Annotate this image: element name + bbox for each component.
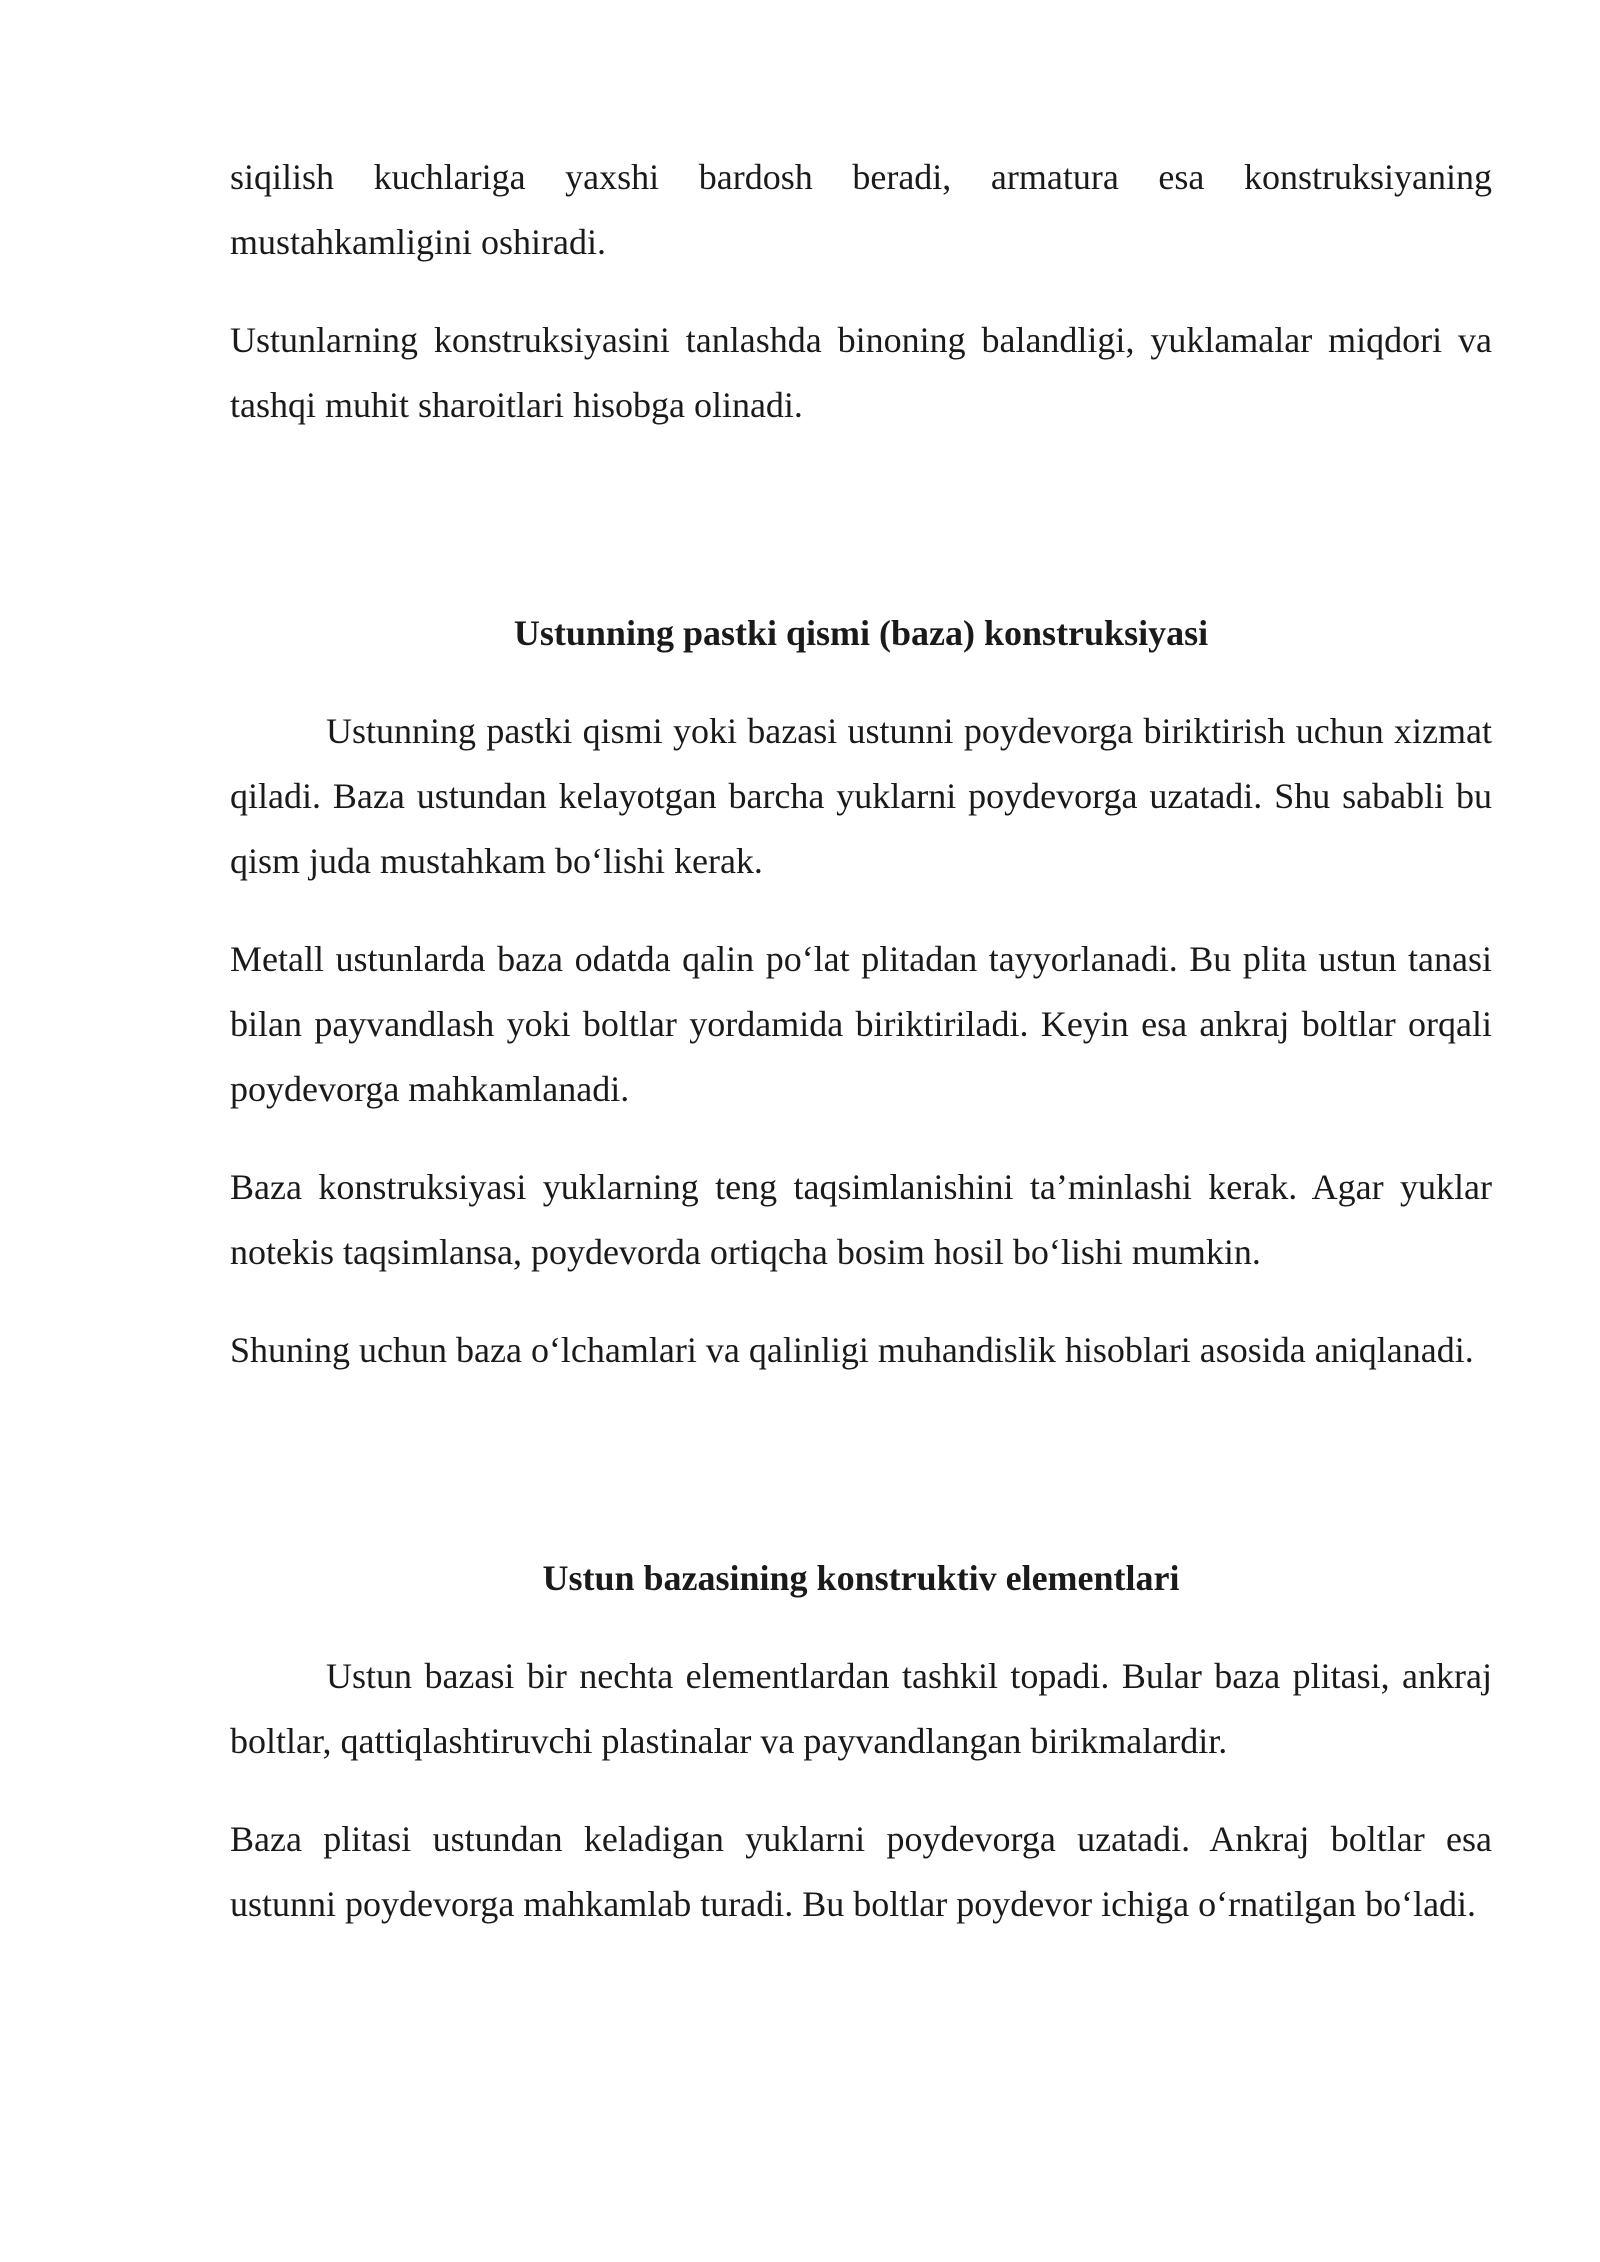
paragraph: Shuning uchun baza o‘lchamlari va qalinligi muhandislik hisoblari asosida aniqlanadi. — [230, 1330, 1474, 1370]
paragraph: Baza konstruksiyasi yuklarning teng taqsimlanishini ta’minlashi kerak. Agar yuklar notekis taqsimlansa, poydevorda ortiqcha bosim hosil bo‘lishi mumkin. — [230, 1167, 1492, 1272]
paragraph: Ustun bazasi bir nechta elementlardan tashkil topadi. Bular baza plitasi, ankraj boltlar, qattiqlashtiruvchi plastinalar va payvandlangan birikmalardir. — [230, 1656, 1492, 1761]
section-spacer — [230, 471, 1492, 601]
document-body — [230, 145, 1492, 1970]
section-heading: Ustun bazasining konstruktiv elementlari — [542, 1558, 1180, 1598]
paragraph: Ustunning pastki qismi yoki bazasi ustunni poydevorga biriktirish uchun xizmat qiladi. Baza ustundan kelayotgan barcha yuklarni poydevorga uzatadi. Shu sababli bu qism juda mustahkam bo‘lishi kerak. — [230, 711, 1492, 881]
paragraph: Ustunlarning konstruksiyasini tanlashda binoning balandligi, yuklamalar miqdori va tashqi muhit sharoitlari hisobga olinadi. — [230, 320, 1492, 425]
section-spacer — [230, 1416, 1492, 1546]
paragraph: Metall ustunlarda baza odatda qalin po‘lat plitadan tayyorlanadi. Bu plita ustun tanasi bilan payvandlash yoki boltlar yordamida biriktiriladi. Keyin esa ankraj boltlar orqali poydevorga mahkamlanadi. — [230, 939, 1492, 1109]
paragraph: siqilish kuchlariga yaxshi bardosh beradi, armatura esa konstruksiyaning mustahkamligini oshiradi. — [230, 157, 1492, 262]
section-heading: Ustunning pastki qismi (baza) konstruksiyasi — [513, 613, 1209, 653]
paragraph: Baza plitasi ustundan keladigan yuklarni poydevorga uzatadi. Ankraj boltlar esa ustunni poydevorga mahkamlab turadi. Bu boltlar poydevor ichiga o‘rnatilgan bo‘ladi. — [230, 1819, 1492, 1924]
